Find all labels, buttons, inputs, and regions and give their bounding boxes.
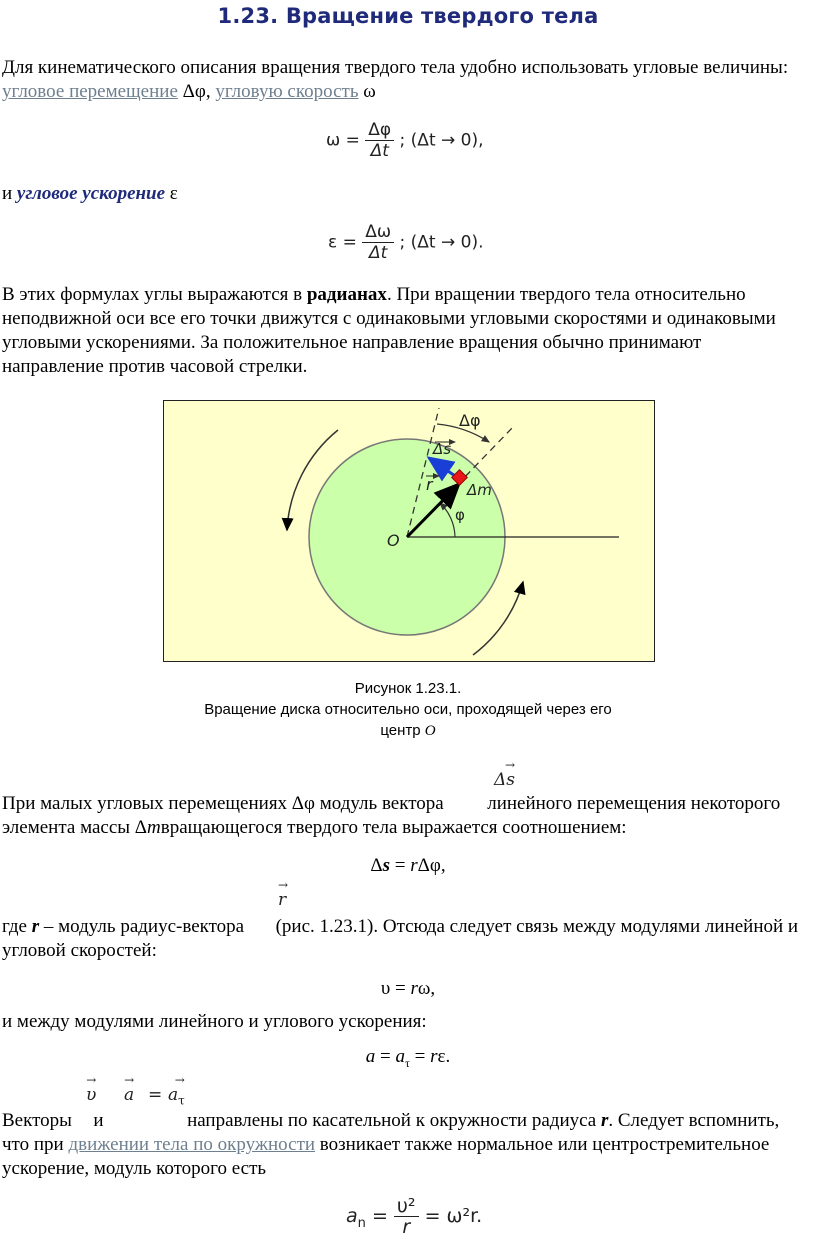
eq1-s: s (382, 855, 391, 876)
and-word: и (2, 183, 17, 204)
v-vector-text: υ (86, 1085, 97, 1105)
acceleration-equation (0, 1046, 816, 1071)
eq1-r: r (410, 855, 418, 876)
label-O: O (387, 531, 400, 550)
a-tau-vector-label: → $a_\tau$ (168, 1073, 185, 1108)
eq2-omega: ω, (417, 978, 436, 999)
delta-phi-symbol: Δφ, (177, 81, 216, 102)
velocity-equation (0, 978, 816, 1000)
formula1-denominator: Δt (370, 141, 389, 161)
eq1-equals: = (390, 855, 411, 876)
p5-text-c: (рис. 1.23.1). Отсюда следует связь между модулями линейной и угловой скоростей: (2, 916, 799, 961)
formula3-a: a (346, 1205, 358, 1227)
formula1-condition: ; (Δt → 0), (399, 130, 484, 151)
a-tau-vector-text: a (168, 1085, 179, 1105)
eq3-a: a (365, 1046, 376, 1067)
a-vector-text: a (124, 1085, 135, 1105)
p7-text-d: . Следует вспомнить, что при (2, 1110, 780, 1155)
formula2-condition: ; (Δt → 0). (399, 232, 484, 253)
ds-equation (0, 855, 816, 877)
eq2-r: r (410, 978, 418, 999)
epsilon-symbol: ε (165, 183, 178, 204)
figure-caption (160, 678, 656, 742)
r-vector-text: r (278, 890, 287, 910)
p4-text-a: При малых угловых перемещениях Δφ модуль вектора (2, 793, 449, 814)
eq3-eps: ε. (437, 1046, 451, 1067)
tangential-paragraph (2, 1109, 802, 1181)
a-equals-sign (148, 1085, 162, 1105)
eq1-dphi: Δφ, (417, 855, 446, 876)
formula1-lhs: ω = (326, 130, 360, 151)
eq2-v: υ = (380, 978, 411, 999)
caption-line3-O: O (424, 723, 436, 739)
angular-acceleration-formula (328, 222, 484, 263)
v-vector-label: → υ (86, 1073, 97, 1105)
formula3-n: n (357, 1215, 366, 1231)
angular-displacement-link[interactable]: угловое перемещение (2, 81, 178, 102)
eq1-delta: Δ (370, 855, 383, 876)
r-vector-label: → r (278, 878, 289, 910)
delta-s-vector-label: → Δs (494, 758, 516, 790)
eq3-eq1: = (375, 1046, 396, 1067)
formula1-fraction (365, 120, 394, 161)
eq3-tau: τ (405, 1055, 410, 1070)
delta-s-vector-text: Δs (494, 770, 516, 790)
formula1-numerator: Δφ (365, 120, 394, 141)
caption-line2: Вращение диска относительно оси, проходящей через его (204, 701, 612, 718)
p6-text: и между модулями линейного и углового ускорения: (2, 1011, 427, 1032)
p4-mass-symbol: m (147, 817, 161, 838)
label-delta-phi: Δφ (459, 411, 481, 430)
radians-bold: радианах (306, 284, 387, 305)
radians-paragraph (2, 283, 802, 379)
label-phi: φ (455, 506, 465, 524)
p7-text-b: и (88, 1110, 109, 1131)
angular-acceleration-term: угловое ускорение (16, 183, 166, 204)
centripetal-formula (346, 1196, 482, 1237)
formula2-denominator: Δt (369, 243, 388, 263)
intro-paragraph (2, 56, 802, 104)
p5-text-a: где (2, 916, 32, 937)
angular-velocity-formula (326, 120, 484, 161)
small-displacement-paragraph (2, 792, 802, 840)
label-r: r (426, 475, 433, 494)
a-vector-label: → a (124, 1073, 135, 1105)
formula3-rhs: = ω²r. (424, 1205, 483, 1227)
p7-text-a: Векторы (2, 1110, 77, 1131)
formula3-numerator: υ² (394, 1196, 419, 1217)
formula3-fraction (394, 1196, 419, 1237)
p4-text-b: линейного перемещения некоторого элемента массы Δ (2, 793, 781, 838)
radians-text-b: . При вращении твердого тела относительно неподвижной оси все его точки движутся с одинаковыми угловыми скоростями и одинаковыми угловыми ускорениями. За положительное направление вращения обычно принимают направление против часовой стрелки. (2, 284, 776, 377)
intro-text: Для кинематического описания вращения твердого тела удобно использовать угловые величины: (2, 57, 789, 78)
caption-line3-text: центр (380, 722, 425, 739)
angular-velocity-link[interactable]: угловую скорость (215, 81, 359, 102)
page-title: 1.23. Вращение твердого тела (217, 4, 599, 28)
circular-motion-link[interactable]: движении тела по окружности (68, 1134, 316, 1155)
eq3-eq2: = (409, 1046, 431, 1067)
label-delta-s: Δs (433, 440, 452, 458)
caption-line1: Рисунок 1.23.1. (354, 680, 462, 697)
formula3-denominator: r (402, 1216, 411, 1238)
eq3-a-tau: a (395, 1046, 406, 1067)
formula2-fraction (362, 222, 394, 263)
acceleration-intro-paragraph (2, 1010, 802, 1034)
formula2-lhs: ε = (328, 232, 357, 253)
label-delta-m: Δm (467, 481, 492, 499)
angular-acceleration-intro (2, 182, 802, 206)
p7-text-c: направлены по касательной к окружности радиуса (182, 1110, 601, 1131)
p7-text-e: возникает также нормальное или центростремительное ускорение, модуль которого есть (2, 1134, 770, 1179)
eq3-r: r (430, 1046, 438, 1067)
radius-vector-paragraph (2, 915, 802, 963)
rotation-figure (163, 400, 655, 662)
p5-r: r (31, 916, 40, 937)
p5-text-b: – модуль радиус-вектора (39, 916, 249, 937)
omega-symbol: ω (358, 81, 376, 102)
formula3-equals: = (371, 1205, 388, 1227)
a-tau-sub: τ (178, 1093, 185, 1108)
p4-text-c: вращающегося твердого тела выражается соотношением: (160, 817, 627, 838)
p7-r: r (600, 1110, 609, 1131)
radians-text-a: В этих формулах углы выражаются в (2, 284, 307, 305)
a-equals-text: = (148, 1085, 163, 1105)
formula2-numerator: Δω (362, 222, 394, 243)
caption-line3 (160, 720, 656, 742)
